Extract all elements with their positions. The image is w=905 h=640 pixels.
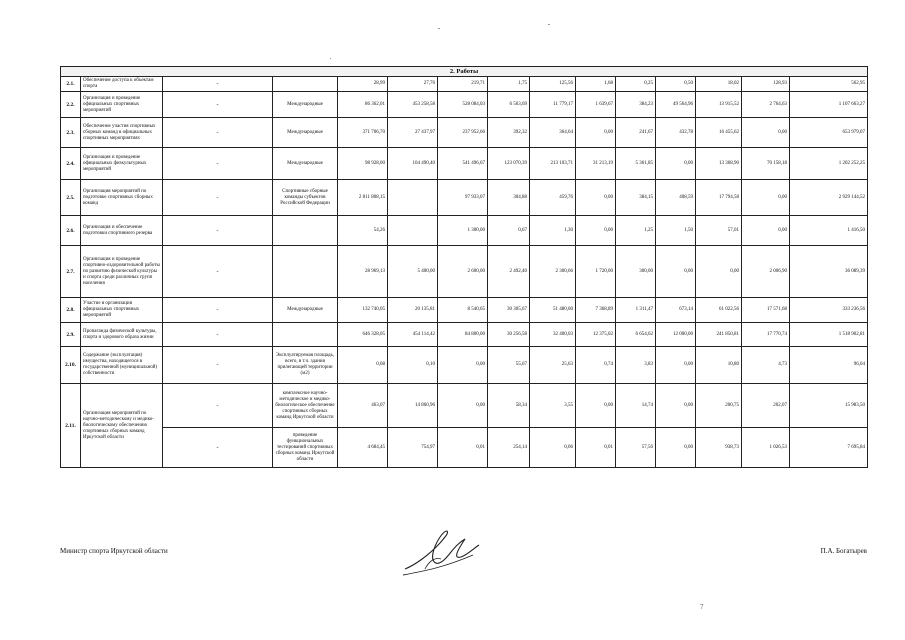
row-number: 2.2. <box>61 92 81 118</box>
value-cell: 49 564,96 <box>656 92 696 118</box>
work-dash: - <box>163 118 273 148</box>
value-cell: 202,07 <box>742 384 790 428</box>
row-number: 2.1. <box>61 77 81 92</box>
value-cell: 28,99 <box>338 77 388 92</box>
value-cell: 17 770,74 <box>742 323 790 347</box>
work-name: Организация и проведение официальных спортивных мероприятий <box>81 92 163 118</box>
value-cell: 0,06 <box>530 428 576 468</box>
row-number: 2.10. <box>61 347 81 384</box>
value-cell: 123 070,39 <box>488 148 530 180</box>
value-cell: 0,00 <box>576 216 616 246</box>
value-cell: 31 213,19 <box>576 148 616 180</box>
value-cell: 0,00 <box>438 347 488 384</box>
value-cell: 2 492,40 <box>488 246 530 298</box>
value-cell: 0,00 <box>656 246 696 298</box>
value-cell: 0,00 <box>696 246 742 298</box>
row-number: 2.8. <box>61 298 81 323</box>
row-number: 2.5. <box>61 180 81 216</box>
value-cell: 463,07 <box>338 384 388 428</box>
work-name: Организация мероприятий по научно-методическому и медико-биологическому обеспечению спортивных сборных команд Иркутской области <box>81 384 163 468</box>
value-cell: 1,25 <box>616 216 656 246</box>
row-number: 2.11. <box>61 384 81 468</box>
value-cell: 7 368,89 <box>576 298 616 323</box>
value-cell: 241,67 <box>616 118 656 148</box>
work-type: Международные <box>273 298 338 323</box>
value-cell: 4,73 <box>742 347 790 384</box>
work-type: Спортивные сборные команды субъектов Российской Федерации <box>273 180 338 216</box>
value-cell: 0,68 <box>338 347 388 384</box>
row-number: 2.6. <box>61 216 81 246</box>
value-cell: 0,00 <box>656 347 696 384</box>
value-cell: 0,00 <box>438 384 488 428</box>
value-cell: 453 258,58 <box>388 92 438 118</box>
value-cell: 15 983,50 <box>790 384 868 428</box>
work-type: проведение функциональных тестирований спортивных сборных команд Иркутской области <box>273 428 338 468</box>
work-dash: - <box>163 216 273 246</box>
work-type: Эксплуатируемая площадь, всего, в т.ч. здания прилегающей территории (м2) <box>273 347 338 384</box>
value-cell: 454 114,42 <box>388 323 438 347</box>
value-cell: 528 084,03 <box>438 92 488 118</box>
table-row <box>61 92 868 118</box>
value-cell: 27,76 <box>388 77 438 92</box>
value-cell: 237 952,66 <box>438 118 488 148</box>
work-type <box>273 323 338 347</box>
row-number: 2.3. <box>61 118 81 148</box>
value-cell: 84 800,00 <box>438 323 488 347</box>
value-cell: 17 794,58 <box>696 180 742 216</box>
work-name: Обеспечение участия спортивных сборных команд в официальных спортивных мероприятиях <box>81 118 163 148</box>
value-cell: 54,26 <box>338 216 388 246</box>
value-cell: 562,95 <box>790 77 868 92</box>
value-cell: 57,56 <box>616 428 656 468</box>
work-name: Организация и проведение спортивно-оздоровительной работы по развитию физической культуры и спорта среди различных групп населения <box>81 246 163 298</box>
value-cell: 96,04 <box>790 347 868 384</box>
row-number: 2.4. <box>61 148 81 180</box>
value-cell: 6 654,62 <box>616 323 656 347</box>
value-cell: 98 928,00 <box>338 148 388 180</box>
row-number: 2.7. <box>61 246 81 298</box>
value-cell: 2 006,90 <box>742 246 790 298</box>
value-cell: 0,00 <box>742 118 790 148</box>
minister-name: П.А. Богатырев <box>820 547 867 555</box>
value-cell: 1 518 902,81 <box>790 323 868 347</box>
value-cell: 384,15 <box>616 180 656 216</box>
value-cell: 1 720,00 <box>576 246 616 298</box>
value-cell: 200,75 <box>696 384 742 428</box>
value-cell: 5 400,00 <box>388 246 438 298</box>
value-cell: 1,68 <box>576 77 616 92</box>
work-dash: - <box>163 77 273 92</box>
work-name: Организация и обеспечение подготовки спортивного резерва <box>81 216 163 246</box>
work-name: Организация мероприятий по подготовке спортивных сборных команд <box>81 180 163 216</box>
value-cell: 61 022,56 <box>696 298 742 323</box>
work-type: Международные <box>273 148 338 180</box>
value-cell: 13 915,52 <box>696 92 742 118</box>
page-number: 7 <box>700 603 704 611</box>
value-cell: 0,10 <box>388 347 438 384</box>
table-row <box>61 347 868 384</box>
value-cell <box>388 180 438 216</box>
value-cell: 2 929 144,52 <box>790 180 868 216</box>
value-cell: 392,32 <box>488 118 530 148</box>
value-cell: 7 695,84 <box>790 428 868 468</box>
value-cell: 1 107 663,27 <box>790 92 868 118</box>
value-cell: 219,71 <box>438 77 488 92</box>
value-cell: 11 779,17 <box>530 92 576 118</box>
table-row <box>61 298 868 323</box>
value-cell: 2 764,63 <box>742 92 790 118</box>
value-cell: 1 026,53 <box>742 428 790 468</box>
value-cell: 0,00 <box>656 384 696 428</box>
value-cell: 384,23 <box>616 92 656 118</box>
scan-speck <box>330 58 331 59</box>
work-name: Содержание (эксплуатация) имущества, находящегося в государственной (муниципальной) собственности <box>81 347 163 384</box>
row-number: 2.9. <box>61 323 81 347</box>
value-cell: 28 969,13 <box>338 246 388 298</box>
table-row <box>61 180 868 216</box>
value-cell: 3,83 <box>616 347 656 384</box>
work-dash: - <box>163 148 273 180</box>
value-cell: 2 811 808,15 <box>338 180 388 216</box>
work-dash: - <box>163 347 273 384</box>
table-row <box>61 148 868 180</box>
value-cell: 2 300,66 <box>530 246 576 298</box>
value-cell: 0,01 <box>438 428 488 468</box>
work-type <box>273 77 338 92</box>
value-cell: 1 300,00 <box>438 216 488 246</box>
budget-table <box>60 66 868 468</box>
value-cell: 132 740,05 <box>338 298 388 323</box>
value-cell: 541 496,67 <box>438 148 488 180</box>
value-cell: 0,00 <box>656 148 696 180</box>
minister-title: Министр спорта Иркутской области <box>60 547 168 555</box>
value-cell <box>388 216 438 246</box>
value-cell: 70 158,18 <box>742 148 790 180</box>
value-cell: 86 362,01 <box>338 92 388 118</box>
value-cell: 30 256,58 <box>488 323 530 347</box>
value-cell: 333 236,56 <box>790 298 868 323</box>
value-cell: 13 368,90 <box>696 148 742 180</box>
table-row <box>61 118 868 148</box>
work-dash: - <box>163 384 273 428</box>
work-dash: - <box>163 323 273 347</box>
value-cell: 254,14 <box>488 428 530 468</box>
value-cell: 12 000,00 <box>656 323 696 347</box>
value-cell: 55,67 <box>488 347 530 384</box>
value-cell: 0,00 <box>656 428 696 468</box>
value-cell: 0,25 <box>616 77 656 92</box>
table-row <box>61 216 868 246</box>
work-name: Организация и проведение официальных физкультурных мероприятий <box>81 148 163 180</box>
value-cell: 1 639,67 <box>576 92 616 118</box>
value-cell: 653 979,07 <box>790 118 868 148</box>
value-cell: 25,63 <box>530 347 576 384</box>
value-cell: 97 933,07 <box>438 180 488 216</box>
work-dash: - <box>163 246 273 298</box>
value-cell: 1,50 <box>656 216 696 246</box>
value-cell: 241 850,81 <box>696 323 742 347</box>
value-cell: 51 480,60 <box>530 298 576 323</box>
value-cell: 4 684,45 <box>338 428 388 468</box>
value-cell: 6 563,69 <box>488 92 530 118</box>
table-row <box>61 384 868 428</box>
value-cell: 10,80 <box>696 347 742 384</box>
value-cell: 646 328,05 <box>338 323 388 347</box>
work-dash: - <box>163 180 273 216</box>
value-cell: 0,00 <box>576 384 616 428</box>
value-cell: 364,64 <box>530 118 576 148</box>
value-cell: 0,00 <box>742 180 790 216</box>
value-cell: 20 135,81 <box>388 298 438 323</box>
value-cell: 30 305,67 <box>488 298 530 323</box>
table-row <box>61 77 868 92</box>
signature-image <box>395 525 485 580</box>
value-cell: 432,78 <box>656 118 696 148</box>
value-cell: 673,14 <box>656 298 696 323</box>
value-cell: 104 490,40 <box>388 148 438 180</box>
work-dash: - <box>163 298 273 323</box>
value-cell: 0,50 <box>656 77 696 92</box>
value-cell: 128,93 <box>742 77 790 92</box>
section-title: 2. Работы <box>61 67 868 77</box>
value-cell: 1,75 <box>488 77 530 92</box>
work-type: Международные <box>273 118 338 148</box>
work-type <box>273 246 338 298</box>
value-cell: 57,01 <box>696 216 742 246</box>
value-cell: 1 416,50 <box>790 216 868 246</box>
value-cell: 14 860,96 <box>388 384 438 428</box>
value-cell: 3,55 <box>530 384 576 428</box>
work-type <box>273 216 338 246</box>
value-cell: 0,74 <box>576 347 616 384</box>
value-cell: 27 437,97 <box>388 118 438 148</box>
value-cell: 5 361,85 <box>616 148 656 180</box>
value-cell: 125,56 <box>530 77 576 92</box>
work-name: Пропаганда физической культуры, спорта и здорового образа жизни <box>81 323 163 347</box>
work-type: комплексное научно-методическое и медико-биологическое обеспечение спортивных сборных команд Иркутской области <box>273 384 338 428</box>
value-cell: 12 375,02 <box>576 323 616 347</box>
value-cell: 0,67 <box>488 216 530 246</box>
work-dash: - <box>163 92 273 118</box>
value-cell: 0,00 <box>576 180 616 216</box>
work-name: Участие в организации официальных спортивных мероприятий <box>81 298 163 323</box>
value-cell: 32 400,03 <box>530 323 576 347</box>
value-cell: 300,00 <box>616 246 656 298</box>
value-cell: 58,34 <box>488 384 530 428</box>
scan-speck <box>438 28 440 29</box>
value-cell: 17 571,68 <box>742 298 790 323</box>
value-cell: 36 089,39 <box>790 246 868 298</box>
value-cell: 754,97 <box>388 428 438 468</box>
value-cell: 0,01 <box>576 428 616 468</box>
value-cell: 213 103,71 <box>530 148 576 180</box>
work-dash: - <box>163 428 273 468</box>
table-row <box>61 428 868 468</box>
value-cell: 14,74 <box>616 384 656 428</box>
value-cell: 18,02 <box>696 77 742 92</box>
value-cell: 459,76 <box>530 180 576 216</box>
value-cell: 0,00 <box>576 118 616 148</box>
value-cell: 408,59 <box>656 180 696 216</box>
value-cell: 8 540,65 <box>438 298 488 323</box>
work-type: Международные <box>273 92 338 118</box>
value-cell: 2 600,00 <box>438 246 488 298</box>
value-cell: 1 311,47 <box>616 298 656 323</box>
scan-speck <box>548 24 550 25</box>
table-row <box>61 323 868 347</box>
value-cell: 938,73 <box>696 428 742 468</box>
value-cell: 304,88 <box>488 180 530 216</box>
value-cell: 1 202 252,25 <box>790 148 868 180</box>
value-cell: 16 455,62 <box>696 118 742 148</box>
work-name: Обеспечение доступа к объектам спорта <box>81 77 163 92</box>
table-row <box>61 246 868 298</box>
value-cell: 0,00 <box>742 216 790 246</box>
value-cell: 1,30 <box>530 216 576 246</box>
value-cell: 371 706,70 <box>338 118 388 148</box>
